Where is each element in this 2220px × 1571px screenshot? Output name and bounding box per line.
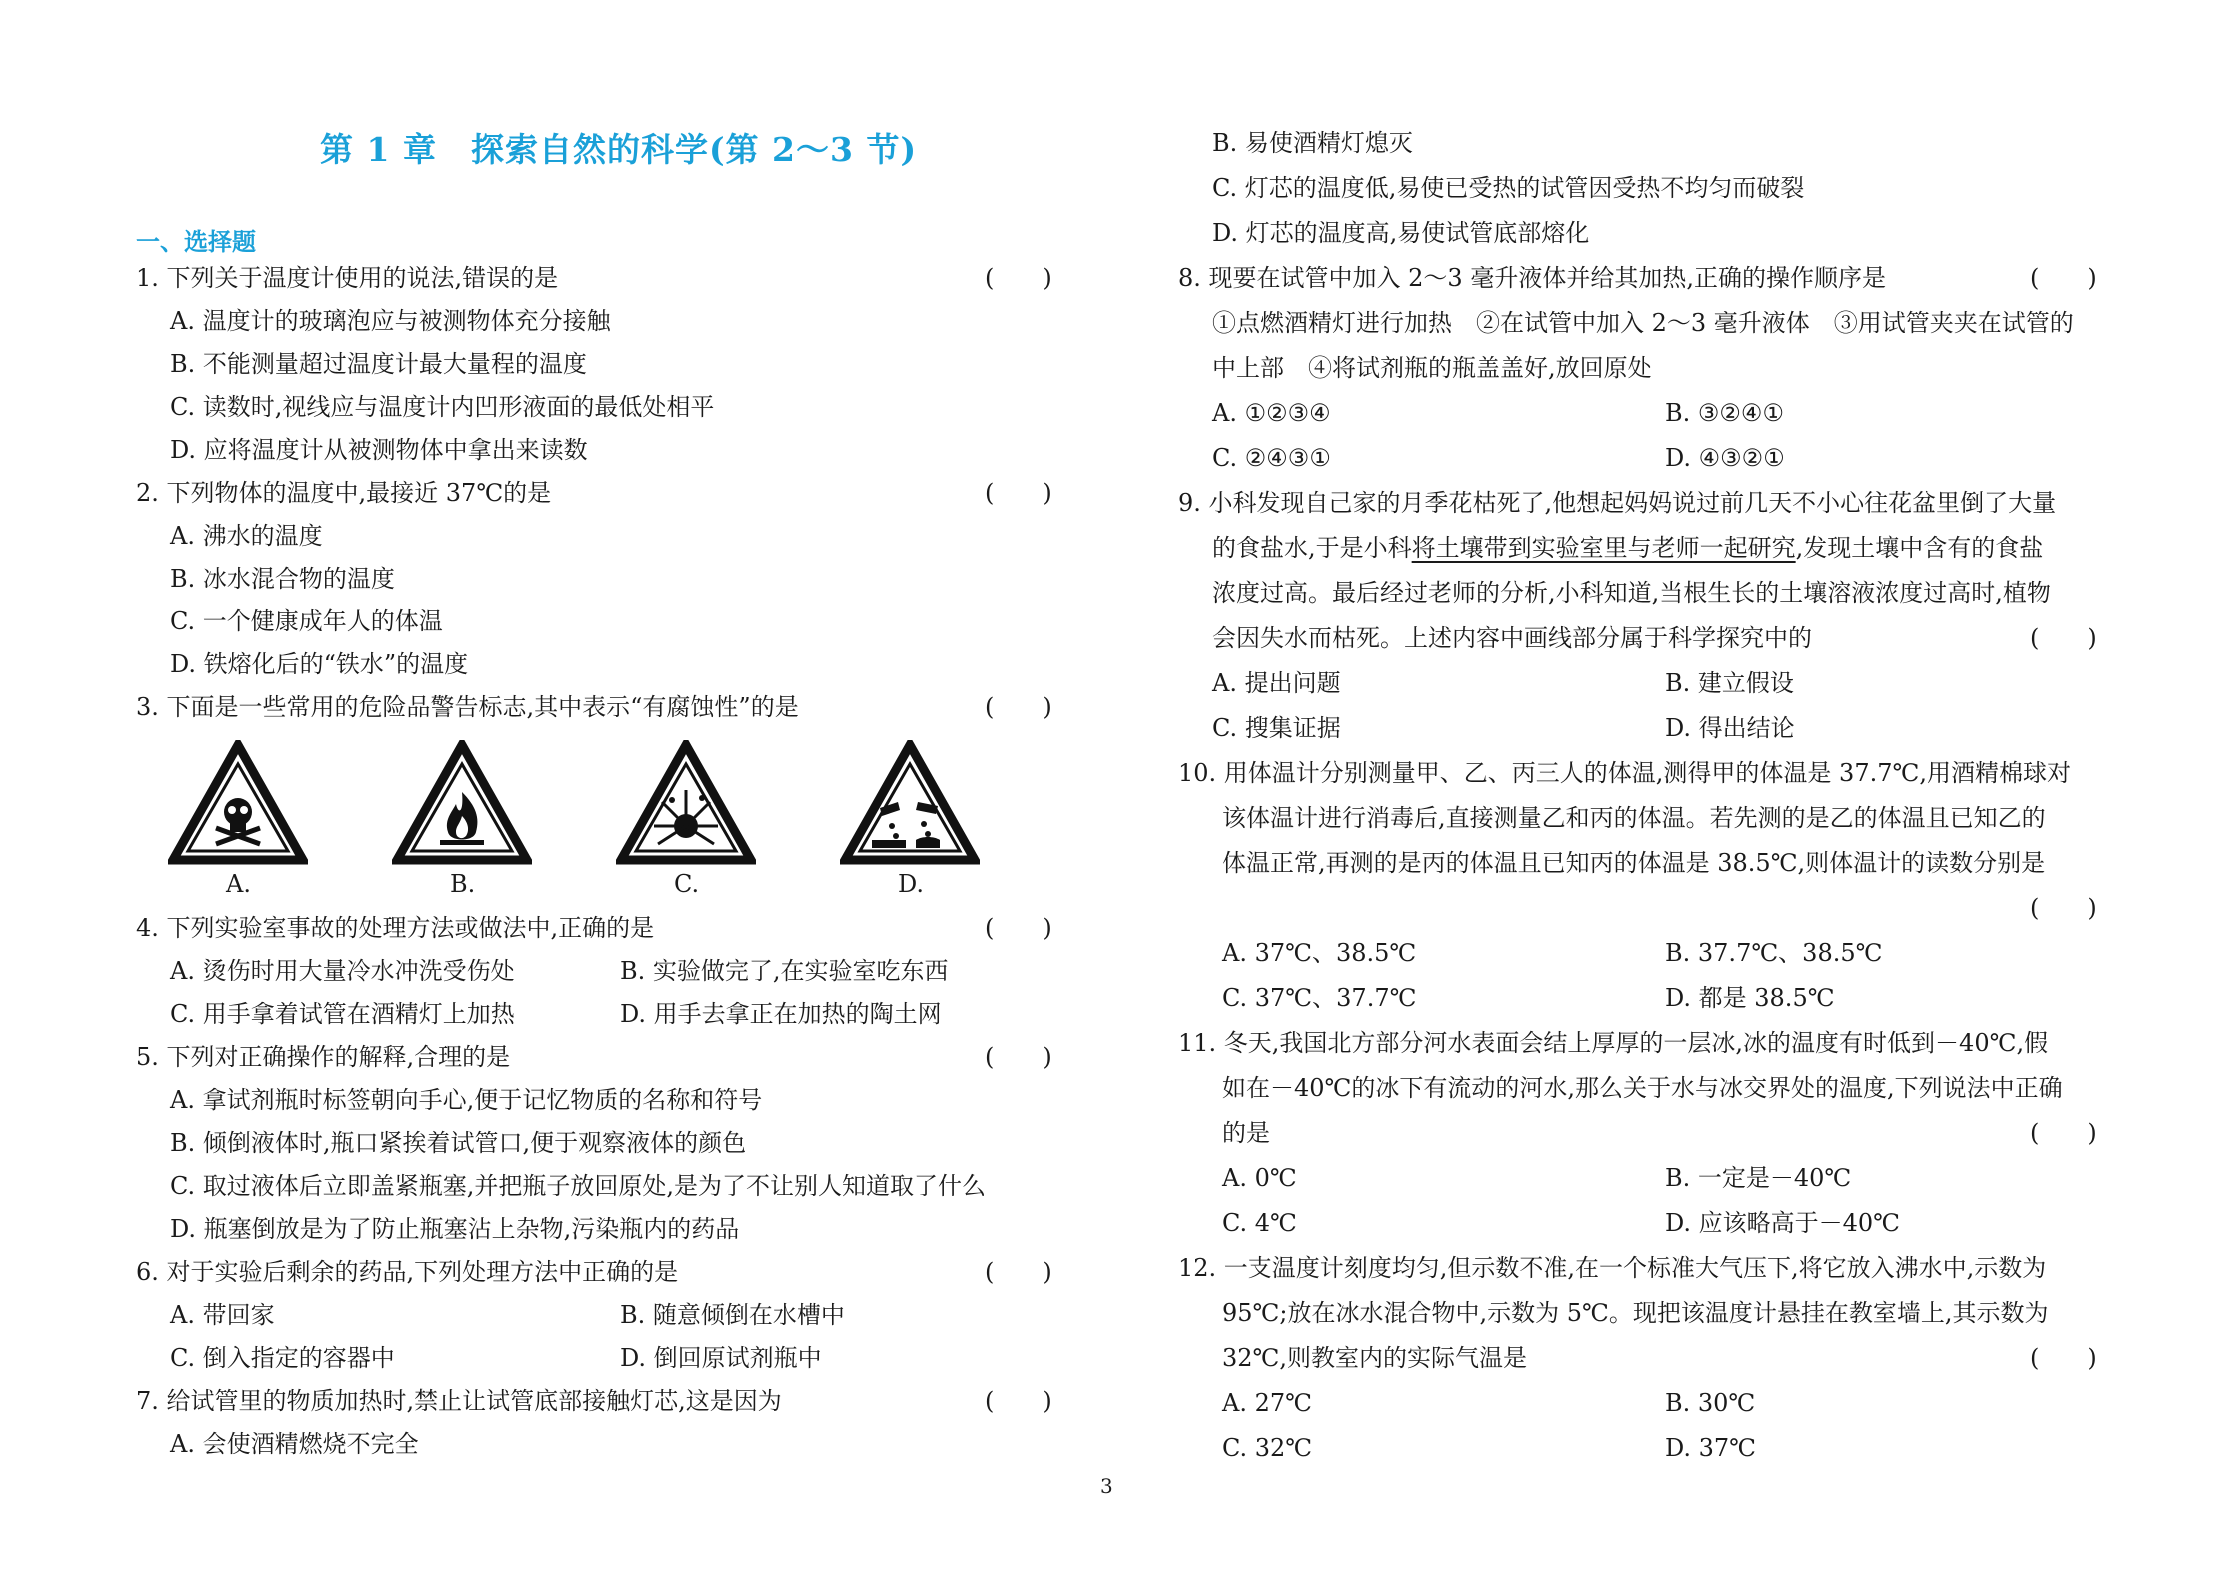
option-a: A. 27℃ <box>1222 1389 1312 1417</box>
option-a: A. 沸水的温度 <box>170 522 323 550</box>
option-d: D. 灯芯的温度高,易使试管底部熔化 <box>1212 219 1590 247</box>
flammable-flame-sign-icon <box>392 740 532 865</box>
question-9-line-4: 会因失水而枯死。上述内容中画线部分属于科学探究中的 <box>1212 624 1812 652</box>
question-10-line-3: 体温正常,再测的是丙的体温且已知丙的体温是 38.5℃,则体温计的读数分别是 <box>1222 849 2046 877</box>
option-a: A. 37℃、38.5℃ <box>1222 939 1417 967</box>
option-a: A. 会使酒精燃烧不完全 <box>170 1430 419 1458</box>
question-11-line-1: 11. 冬天,我国北方部分河水表面会结上厚厚的一层冰,冰的温度有时低到－40℃,假 <box>1178 1029 2049 1057</box>
question-4-stem: 4. 下列实验室事故的处理方法或做法中,正确的是 <box>136 914 655 942</box>
answer-blank[interactable]: ( ) <box>985 479 1052 507</box>
question-10-line-1: 10. 用体温计分别测量甲、乙、丙三人的体温,测得甲的体温是 37.7℃,用酒精棉球对 <box>1178 759 2071 787</box>
question-12-line-1: 12. 一支温度计刻度均匀,但示数不准,在一个标准大气压下,将它放入沸水中,示数为 <box>1178 1254 2047 1282</box>
option-a: A. 提出问题 <box>1212 669 1341 697</box>
sign-label-b: B. <box>450 870 476 898</box>
option-c: C. 读数时,视线应与温度计内凹形液面的最低处相平 <box>170 393 715 421</box>
option-c: C. 用手拿着试管在酒精灯上加热 <box>170 1000 515 1028</box>
question-9-line-1: 9. 小科发现自己家的月季花枯死了,他想起妈妈说过前几天不小心往花盆里倒了大量 <box>1178 489 2057 517</box>
answer-blank[interactable]: ( ) <box>2030 1344 2097 1372</box>
option-c: C. 4℃ <box>1222 1209 1297 1237</box>
question-9-line-2 <box>1212 532 2043 564</box>
option-b: B. 随意倾倒在水槽中 <box>620 1301 845 1329</box>
question-9-line-3: 浓度过高。最后经过老师的分析,小科知道,当根生长的土壤溶液浓度过高时,植物 <box>1212 579 2051 607</box>
question-7-stem: 7. 给试管里的物质加热时,禁止让试管底部接触灯芯,这是因为 <box>136 1387 782 1415</box>
answer-blank[interactable]: ( ) <box>985 1043 1052 1071</box>
option-b: B. 冰水混合物的温度 <box>170 565 395 593</box>
option-b: B. 易使酒精灯熄灭 <box>1212 129 1413 157</box>
sign-label-a: A. <box>226 870 251 898</box>
option-c: C. 37℃、37.7℃ <box>1222 984 1417 1012</box>
option-b: B. 一定是－40℃ <box>1665 1164 1852 1192</box>
option-b: B. 建立假设 <box>1665 669 1794 697</box>
answer-blank[interactable]: ( ) <box>985 693 1052 721</box>
toxic-skull-sign-icon <box>168 740 308 865</box>
option-b: B. 37.7℃、38.5℃ <box>1665 939 1883 967</box>
q9-underlined-text: 将土壤带到实验室里与老师一起研究 <box>1411 534 1796 562</box>
option-c: C. 取过液体后立即盖紧瓶塞,并把瓶子放回原处,是为了不让别人知道取了什么 <box>170 1172 987 1200</box>
question-8-line-2: ①点燃酒精灯进行加热 ②在试管中加入 2～3 毫升液体 ③用试管夹夹在试管的 <box>1212 309 2074 337</box>
option-b: B. 倾倒液体时,瓶口紧挨着试管口,便于观察液体的颜色 <box>170 1129 747 1157</box>
sign-label-c: C. <box>674 870 700 898</box>
option-d: D. 应将温度计从被测物体中拿出来读数 <box>170 436 588 464</box>
answer-blank[interactable]: ( ) <box>2030 894 2097 922</box>
option-d: D. 都是 38.5℃ <box>1665 984 1835 1012</box>
corrosive-sign-icon <box>840 740 980 865</box>
option-c: C. 搜集证据 <box>1212 714 1341 742</box>
question-6-stem: 6. 对于实验后剩余的药品,下列处理方法中正确的是 <box>136 1258 679 1286</box>
question-5-stem: 5. 下列对正确操作的解释,合理的是 <box>136 1043 511 1071</box>
option-d: D. ④③②① <box>1665 444 1785 472</box>
option-d: D. 瓶塞倒放是为了防止瓶塞沾上杂物,污染瓶内的药品 <box>170 1215 740 1243</box>
option-b: B. 实验做完了,在实验室吃东西 <box>620 957 949 985</box>
question-8-line-3: 中上部 ④将试剂瓶的瓶盖盖好,放回原处 <box>1212 354 1652 382</box>
option-c: C. 倒入指定的容器中 <box>170 1344 395 1372</box>
question-8-stem: 8. 现要在试管中加入 2～3 毫升液体并给其加热,正确的操作顺序是 <box>1178 264 1886 292</box>
option-a: A. 温度计的玻璃泡应与被测物体充分接触 <box>170 307 611 335</box>
question-11-line-2: 如在－40℃的冰下有流动的河水,那么关于水与冰交界处的温度,下列说法中正确 <box>1222 1074 2063 1102</box>
answer-blank[interactable]: ( ) <box>985 264 1052 292</box>
question-3-stem: 3. 下面是一些常用的危险品警告标志,其中表示“有腐蚀性”的是 <box>136 693 799 721</box>
question-12-line-2: 95℃;放在冰水混合物中,示数为 5℃。现把该温度计悬挂在教室墙上,其示数为 <box>1222 1299 2049 1327</box>
option-b: B. ③②④① <box>1665 399 1784 427</box>
option-a: A. 带回家 <box>170 1301 275 1329</box>
option-a: A. 0℃ <box>1222 1164 1297 1192</box>
option-c: C. ②④③① <box>1212 444 1331 472</box>
option-d: D. 应该略高于－40℃ <box>1665 1209 1901 1237</box>
answer-blank[interactable]: ( ) <box>2030 264 2097 292</box>
option-a: A. 烫伤时用大量冷水冲洗受伤处 <box>170 957 515 985</box>
option-a: A. ①②③④ <box>1212 399 1331 427</box>
option-c: C. 灯芯的温度低,易使已受热的试管因受热不均匀而破裂 <box>1212 174 1805 202</box>
answer-blank[interactable]: ( ) <box>2030 1119 2097 1147</box>
explosive-sign-icon <box>616 740 756 865</box>
option-c: C. 32℃ <box>1222 1434 1313 1462</box>
option-a: A. 拿试剂瓶时标签朝向手心,便于记忆物质的名称和符号 <box>170 1086 763 1114</box>
answer-blank[interactable]: ( ) <box>985 1258 1052 1286</box>
sign-label-d: D. <box>898 870 925 898</box>
option-d: D. 37℃ <box>1665 1434 1757 1462</box>
answer-blank[interactable]: ( ) <box>985 914 1052 942</box>
option-d: D. 铁熔化后的“铁水”的温度 <box>170 650 469 678</box>
option-d: D. 倒回原试剂瓶中 <box>620 1344 822 1372</box>
question-1-stem: 1. 下列关于温度计使用的说法,错误的是 <box>136 264 559 292</box>
option-d: D. 得出结论 <box>1665 714 1795 742</box>
section-heading: 一、选择题 <box>136 227 256 256</box>
answer-blank[interactable]: ( ) <box>985 1387 1052 1415</box>
option-b: B. 不能测量超过温度计最大量程的温度 <box>170 350 587 378</box>
chapter-title: 第 1 章 探索自然的科学(第 2～3 节) <box>320 130 918 169</box>
question-11-line-3: 的是 <box>1222 1119 1270 1147</box>
question-12-line-3: 32℃,则教室内的实际气温是 <box>1222 1344 1528 1372</box>
option-b: B. 30℃ <box>1665 1389 1756 1417</box>
page-number: 3 <box>1100 1474 1113 1498</box>
q9-text-before: 的食盐水,于是小科 <box>1212 534 1412 562</box>
option-d: D. 用手去拿正在加热的陶土网 <box>620 1000 942 1028</box>
question-2-stem: 2. 下列物体的温度中,最接近 37℃的是 <box>136 479 552 507</box>
question-10-line-2: 该体温计进行消毒后,直接测量乙和丙的体温。若先测的是乙的体温且已知乙的 <box>1222 804 2046 832</box>
q9-text-after: ,发现土壤中含有的食盐 <box>1795 534 2044 562</box>
option-c: C. 一个健康成年人的体温 <box>170 607 443 635</box>
answer-blank[interactable]: ( ) <box>2030 624 2097 652</box>
